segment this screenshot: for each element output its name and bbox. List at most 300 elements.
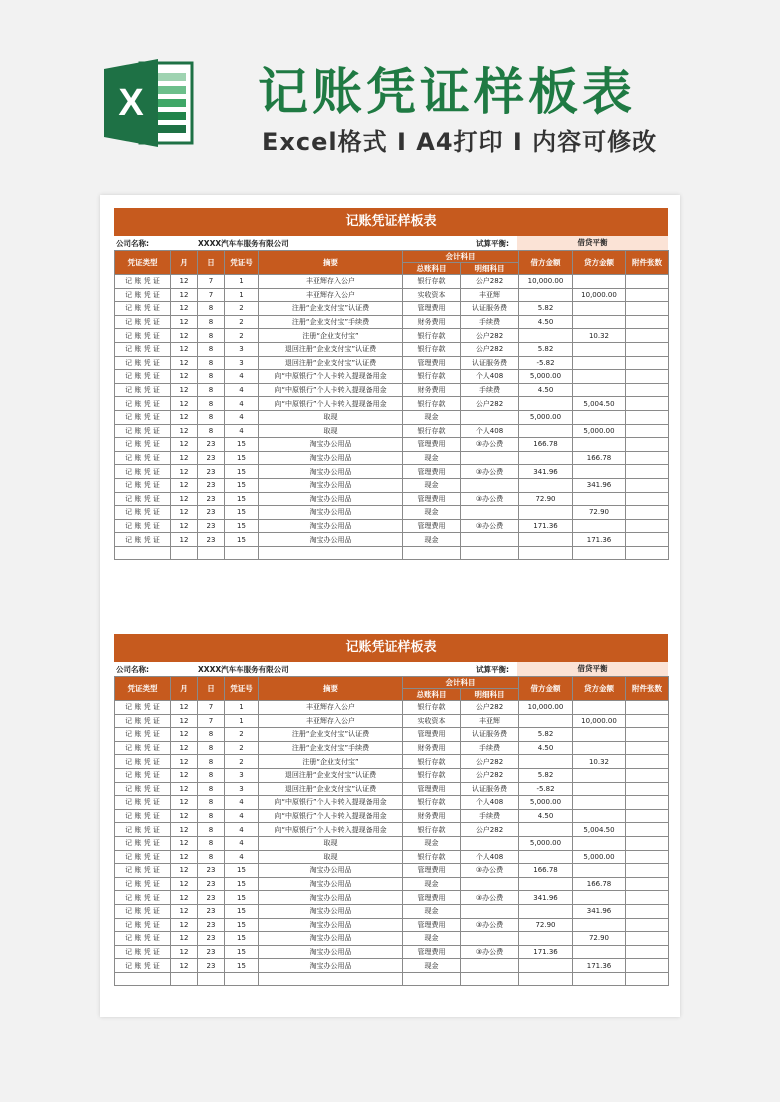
cell-summary: 淘宝办公用品 — [259, 438, 403, 452]
cell-attachments — [626, 451, 669, 465]
cell-summary: 淘宝办公用品 — [259, 918, 403, 932]
cell-credit — [573, 891, 626, 905]
cell-voucher-no: 15 — [225, 932, 259, 946]
cell-credit: 5,000.00 — [573, 424, 626, 438]
cell-month: 12 — [171, 519, 198, 533]
cell-detail: 丰亚辉 — [461, 714, 519, 728]
cell-debit: 166.78 — [519, 864, 573, 878]
table-row — [115, 701, 669, 715]
cell-day: 23 — [198, 945, 225, 959]
cell-debit: 171.36 — [519, 519, 573, 533]
cell-summary: 淘宝办公用品 — [259, 478, 403, 492]
cell-general: 现金 — [403, 533, 461, 547]
cell-detail — [461, 959, 519, 973]
col-header-type: 凭证类型 — [115, 677, 171, 701]
cell-month: 12 — [171, 891, 198, 905]
cell-attachments — [626, 782, 669, 796]
cell-month: 12 — [171, 315, 198, 329]
col-header-month: 月 — [171, 677, 198, 701]
trial-balance-label: 试算平衡: — [476, 665, 509, 674]
cell-voucher-no: 4 — [225, 410, 259, 424]
cell-month: 12 — [171, 288, 198, 302]
cell-voucher-no: 4 — [225, 850, 259, 864]
cell-month: 12 — [171, 796, 198, 810]
cell-voucher-no: 4 — [225, 836, 259, 850]
cell-summary: 注册“企业支付宝”认证费 — [259, 728, 403, 742]
cell-debit: 341.96 — [519, 465, 573, 479]
table-row — [115, 877, 669, 891]
cell-general: 银行存款 — [403, 796, 461, 810]
table-row — [115, 891, 669, 905]
cell-type: 记 账 凭 证 — [115, 823, 171, 837]
cell-type: 记 账 凭 证 — [115, 864, 171, 878]
cell-debit: -5.82 — [519, 356, 573, 370]
cell-attachments — [626, 288, 669, 302]
cell-summary: 取现 — [259, 836, 403, 850]
excel-icon-letter: X — [118, 82, 144, 124]
cell-detail — [461, 478, 519, 492]
cell-month: 12 — [171, 478, 198, 492]
cell-debit: 166.78 — [519, 438, 573, 452]
cell-voucher-no: 15 — [225, 959, 259, 973]
cell-credit — [573, 342, 626, 356]
col-header-summary: 摘要 — [259, 251, 403, 275]
cell-month: 12 — [171, 701, 198, 715]
cell-debit: 171.36 — [519, 945, 573, 959]
table-row — [115, 275, 669, 289]
cell-voucher-no: 4 — [225, 370, 259, 384]
cell-summary: 丰亚辉存入公户 — [259, 275, 403, 289]
cell-month: 12 — [171, 397, 198, 411]
cell-credit — [573, 519, 626, 533]
cell-general: 财务费用 — [403, 809, 461, 823]
cell-day: 7 — [198, 288, 225, 302]
cell-summary: 退回注册“企业支付宝”认证费 — [259, 342, 403, 356]
cell-general: 银行存款 — [403, 755, 461, 769]
cell-credit: 10.32 — [573, 329, 626, 343]
cell-debit — [519, 451, 573, 465]
cell-month: 12 — [171, 342, 198, 356]
banner — [0, 0, 780, 195]
cell-general: 现金 — [403, 904, 461, 918]
cell-summary: 取现 — [259, 424, 403, 438]
cell-credit: 5,004.50 — [573, 397, 626, 411]
cell-attachments — [626, 768, 669, 782]
cell-month: 12 — [171, 741, 198, 755]
cell-attachments — [626, 342, 669, 356]
cell-summary: 退回注册“企业支付宝”认证费 — [259, 768, 403, 782]
cell-voucher-no: 4 — [225, 424, 259, 438]
cell-month: 12 — [171, 782, 198, 796]
cell-month: 12 — [171, 383, 198, 397]
cell-summary: 淘宝办公用品 — [259, 945, 403, 959]
cell-detail: 认证服务费 — [461, 356, 519, 370]
cell-month: 12 — [171, 809, 198, 823]
cell-general: 现金 — [403, 959, 461, 973]
col-header-type: 凭证类型 — [115, 251, 171, 275]
cell-day: 23 — [198, 533, 225, 547]
cell-general: 财务费用 — [403, 315, 461, 329]
cell-general: 银行存款 — [403, 823, 461, 837]
table-row — [115, 836, 669, 850]
cell-voucher-no: 15 — [225, 492, 259, 506]
cell-voucher-no: 4 — [225, 809, 259, 823]
cell-day: 8 — [198, 728, 225, 742]
cell-type: 记 账 凭 证 — [115, 741, 171, 755]
cell-attachments — [626, 465, 669, 479]
cell-credit: 171.36 — [573, 959, 626, 973]
cell-debit: 4.50 — [519, 741, 573, 755]
col-header-credit: 贷方金额 — [573, 251, 626, 275]
cell-debit: 5,000.00 — [519, 836, 573, 850]
table-row — [115, 945, 669, 959]
cell-voucher-no: 4 — [225, 796, 259, 810]
cell-detail — [461, 877, 519, 891]
cell-general: 现金 — [403, 451, 461, 465]
table-row — [115, 438, 669, 452]
cell-type: 记 账 凭 证 — [115, 755, 171, 769]
cell-attachments — [626, 492, 669, 506]
cell-day: 8 — [198, 315, 225, 329]
cell-attachments — [626, 741, 669, 755]
cell-general — [403, 972, 461, 986]
table-row — [115, 755, 669, 769]
cell-type: 记 账 凭 证 — [115, 506, 171, 520]
cell-summary: 淘宝办公用品 — [259, 506, 403, 520]
cell-general: 银行存款 — [403, 768, 461, 782]
cell-type: 记 账 凭 证 — [115, 465, 171, 479]
cell-voucher-no — [225, 546, 259, 560]
cell-detail: ③办公费 — [461, 864, 519, 878]
cell-voucher-no: 15 — [225, 918, 259, 932]
cell-attachments — [626, 823, 669, 837]
cell-detail — [461, 451, 519, 465]
cell-credit: 341.96 — [573, 478, 626, 492]
cell-attachments — [626, 438, 669, 452]
cell-summary: 取现 — [259, 410, 403, 424]
cell-type: 记 账 凭 证 — [115, 356, 171, 370]
cell-type — [115, 972, 171, 986]
cell-day: 23 — [198, 465, 225, 479]
cell-voucher-no: 4 — [225, 823, 259, 837]
cell-month: 12 — [171, 850, 198, 864]
cell-debit: 4.50 — [519, 383, 573, 397]
cell-debit — [519, 288, 573, 302]
table-row — [115, 370, 669, 384]
cell-month: 12 — [171, 465, 198, 479]
table-row — [115, 315, 669, 329]
cell-detail: ③办公费 — [461, 492, 519, 506]
cell-attachments — [626, 329, 669, 343]
sheet-title: 记账凭证样板表 — [114, 208, 668, 236]
voucher-table — [114, 250, 669, 560]
table-row — [115, 904, 669, 918]
table-row — [115, 864, 669, 878]
cell-type: 记 账 凭 证 — [115, 945, 171, 959]
cell-summary: 向“中原银行”个人卡转入提现备用金 — [259, 397, 403, 411]
col-header-general: 总账科目 — [403, 689, 461, 701]
cell-debit: 5,000.00 — [519, 410, 573, 424]
table-row — [115, 768, 669, 782]
cell-summary: 丰亚辉存入公户 — [259, 714, 403, 728]
cell-voucher-no: 3 — [225, 782, 259, 796]
cell-credit — [573, 782, 626, 796]
col-header-voucher-no: 凭证号 — [225, 677, 259, 701]
cell-detail: 个人408 — [461, 370, 519, 384]
cell-month: 12 — [171, 492, 198, 506]
cell-debit: -5.82 — [519, 782, 573, 796]
cell-attachments — [626, 410, 669, 424]
cell-attachments — [626, 478, 669, 492]
cell-credit — [573, 836, 626, 850]
table-row — [115, 796, 669, 810]
company-label: 公司名称: — [116, 239, 149, 248]
cell-credit: 166.78 — [573, 877, 626, 891]
cell-credit: 10.32 — [573, 755, 626, 769]
cell-detail — [461, 904, 519, 918]
cell-credit — [573, 302, 626, 316]
cell-month: 12 — [171, 932, 198, 946]
cell-day: 23 — [198, 904, 225, 918]
cell-detail: 公户282 — [461, 275, 519, 289]
cell-day: 8 — [198, 768, 225, 782]
cell-attachments — [626, 918, 669, 932]
cell-attachments — [626, 701, 669, 715]
cell-summary: 向“中原银行”个人卡转入提现备用金 — [259, 809, 403, 823]
cell-detail: ③办公费 — [461, 918, 519, 932]
cell-credit — [573, 438, 626, 452]
cell-credit: 171.36 — [573, 533, 626, 547]
cell-voucher-no: 4 — [225, 397, 259, 411]
cell-detail: 丰亚辉 — [461, 288, 519, 302]
col-header-subject-group: 会计科目 — [403, 251, 519, 263]
cell-month: 12 — [171, 302, 198, 316]
cell-day: 23 — [198, 959, 225, 973]
cell-summary: 取现 — [259, 850, 403, 864]
cell-voucher-no: 4 — [225, 383, 259, 397]
cell-detail: 公户282 — [461, 823, 519, 837]
cell-day: 8 — [198, 424, 225, 438]
cell-voucher-no: 15 — [225, 519, 259, 533]
cell-credit: 10,000.00 — [573, 714, 626, 728]
cell-debit: 4.50 — [519, 315, 573, 329]
cell-debit — [519, 959, 573, 973]
cell-detail: 手续费 — [461, 383, 519, 397]
cell-month: 12 — [171, 864, 198, 878]
table-row — [115, 356, 669, 370]
cell-summary: 淘宝办公用品 — [259, 959, 403, 973]
cell-month: 12 — [171, 370, 198, 384]
cell-day: 23 — [198, 506, 225, 520]
cell-month: 12 — [171, 275, 198, 289]
cell-credit: 341.96 — [573, 904, 626, 918]
cell-day: 8 — [198, 741, 225, 755]
voucher-sheet-2 — [114, 634, 668, 986]
cell-debit: 72.90 — [519, 492, 573, 506]
table-row — [115, 342, 669, 356]
cell-general: 现金 — [403, 506, 461, 520]
company-label: 公司名称: — [116, 665, 149, 674]
cell-attachments — [626, 546, 669, 560]
cell-debit — [519, 972, 573, 986]
cell-day: 23 — [198, 877, 225, 891]
cell-summary: 淘宝办公用品 — [259, 465, 403, 479]
cell-day: 8 — [198, 342, 225, 356]
cell-attachments — [626, 877, 669, 891]
cell-debit: 10,000.00 — [519, 275, 573, 289]
cell-credit — [573, 864, 626, 878]
col-header-voucher-no: 凭证号 — [225, 251, 259, 275]
cell-day: 23 — [198, 478, 225, 492]
cell-debit — [519, 714, 573, 728]
cell-type: 记 账 凭 证 — [115, 288, 171, 302]
table-row — [115, 728, 669, 742]
cell-type: 记 账 凭 证 — [115, 891, 171, 905]
company-name: XXXX汽车车服务有限公司 — [198, 239, 289, 248]
cell-debit: 5.82 — [519, 768, 573, 782]
cell-summary: 淘宝办公用品 — [259, 451, 403, 465]
sheet-info-row — [114, 662, 668, 676]
cell-type: 记 账 凭 证 — [115, 492, 171, 506]
cell-month: 12 — [171, 755, 198, 769]
cell-credit: 72.90 — [573, 506, 626, 520]
cell-type: 记 账 凭 证 — [115, 397, 171, 411]
cell-voucher-no: 15 — [225, 438, 259, 452]
cell-debit — [519, 850, 573, 864]
cell-attachments — [626, 864, 669, 878]
cell-type: 记 账 凭 证 — [115, 342, 171, 356]
col-header-general: 总账科目 — [403, 263, 461, 275]
cell-attachments — [626, 714, 669, 728]
cell-debit: 4.50 — [519, 809, 573, 823]
cell-summary: 向“中原银行”个人卡转入提现备用金 — [259, 823, 403, 837]
company-name: XXXX汽车车服务有限公司 — [198, 665, 289, 674]
cell-credit — [573, 972, 626, 986]
cell-credit — [573, 741, 626, 755]
cell-voucher-no: 2 — [225, 755, 259, 769]
cell-day: 7 — [198, 714, 225, 728]
cell-day: 8 — [198, 782, 225, 796]
cell-voucher-no: 2 — [225, 315, 259, 329]
cell-general: 财务费用 — [403, 383, 461, 397]
cell-day: 8 — [198, 850, 225, 864]
cell-credit — [573, 809, 626, 823]
cell-detail — [461, 972, 519, 986]
cell-month: 12 — [171, 329, 198, 343]
sheet-info-row — [114, 236, 668, 250]
cell-credit — [573, 370, 626, 384]
cell-voucher-no: 3 — [225, 768, 259, 782]
cell-general: 银行存款 — [403, 275, 461, 289]
cell-type: 记 账 凭 证 — [115, 478, 171, 492]
cell-debit — [519, 397, 573, 411]
cell-type: 记 账 凭 证 — [115, 451, 171, 465]
cell-month: 12 — [171, 533, 198, 547]
table-row — [115, 506, 669, 520]
cell-detail: 公户282 — [461, 755, 519, 769]
table-row — [115, 451, 669, 465]
cell-day: 23 — [198, 918, 225, 932]
table-row — [115, 519, 669, 533]
cell-voucher-no: 1 — [225, 275, 259, 289]
col-header-credit: 贷方金额 — [573, 677, 626, 701]
cell-debit — [519, 533, 573, 547]
cell-general: 现金 — [403, 478, 461, 492]
cell-general: 管理费用 — [403, 891, 461, 905]
cell-general: 现金 — [403, 410, 461, 424]
col-header-day: 日 — [198, 677, 225, 701]
cell-attachments — [626, 533, 669, 547]
cell-detail: 认证服务费 — [461, 728, 519, 742]
cell-credit — [573, 275, 626, 289]
col-header-detail: 明细科目 — [461, 263, 519, 275]
cell-credit — [573, 492, 626, 506]
cell-summary: 退回注册“企业支付宝”认证费 — [259, 782, 403, 796]
cell-month — [171, 972, 198, 986]
cell-detail — [461, 410, 519, 424]
cell-day: 8 — [198, 370, 225, 384]
cell-day: 8 — [198, 329, 225, 343]
cell-credit: 72.90 — [573, 932, 626, 946]
cell-general: 实收资本 — [403, 288, 461, 302]
cell-attachments — [626, 302, 669, 316]
cell-day: 23 — [198, 864, 225, 878]
cell-general: 银行存款 — [403, 342, 461, 356]
cell-voucher-no: 1 — [225, 288, 259, 302]
table-row — [115, 932, 669, 946]
cell-voucher-no: 15 — [225, 891, 259, 905]
cell-type: 记 账 凭 证 — [115, 329, 171, 343]
col-header-debit: 借方金额 — [519, 251, 573, 275]
cell-type: 记 账 凭 证 — [115, 809, 171, 823]
cell-month: 12 — [171, 424, 198, 438]
cell-detail: 公户282 — [461, 329, 519, 343]
cell-day: 8 — [198, 796, 225, 810]
table-row — [115, 741, 669, 755]
cell-debit — [519, 823, 573, 837]
cell-general: 现金 — [403, 836, 461, 850]
cell-general: 银行存款 — [403, 397, 461, 411]
cell-credit — [573, 315, 626, 329]
cell-general: 管理费用 — [403, 492, 461, 506]
cell-summary — [259, 972, 403, 986]
cell-day — [198, 972, 225, 986]
cell-month: 12 — [171, 768, 198, 782]
cell-detail: 公户282 — [461, 701, 519, 715]
table-row — [115, 492, 669, 506]
cell-month: 12 — [171, 356, 198, 370]
table-row — [115, 533, 669, 547]
cell-type — [115, 546, 171, 560]
cell-type: 记 账 凭 证 — [115, 782, 171, 796]
cell-summary: 退回注册“企业支付宝”认证费 — [259, 356, 403, 370]
cell-credit — [573, 546, 626, 560]
cell-voucher-no: 15 — [225, 904, 259, 918]
cell-attachments — [626, 370, 669, 384]
cell-credit: 5,004.50 — [573, 823, 626, 837]
cell-type: 记 账 凭 证 — [115, 796, 171, 810]
cell-detail: 手续费 — [461, 315, 519, 329]
cell-general: 银行存款 — [403, 701, 461, 715]
cell-general: 管理费用 — [403, 945, 461, 959]
cell-debit: 5.82 — [519, 302, 573, 316]
cell-attachments — [626, 275, 669, 289]
cell-general: 现金 — [403, 877, 461, 891]
cell-type: 记 账 凭 证 — [115, 370, 171, 384]
voucher-table — [114, 676, 669, 986]
cell-detail — [461, 836, 519, 850]
cell-detail: 公户282 — [461, 768, 519, 782]
